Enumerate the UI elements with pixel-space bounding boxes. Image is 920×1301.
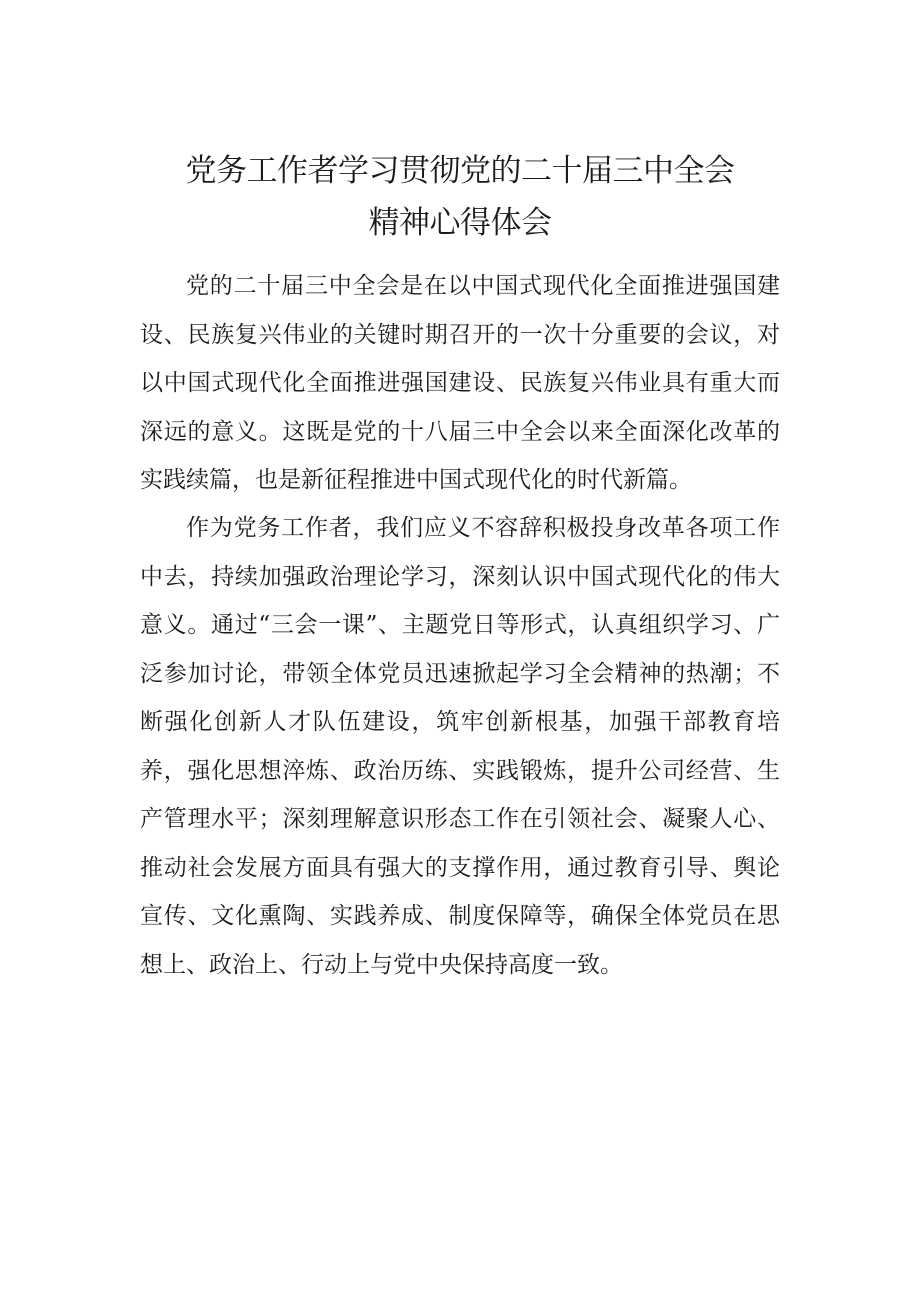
document-title-line-2: 精神心得体会 xyxy=(368,205,552,241)
document-title-line-1: 党务工作者学习贯彻党的二十届三中全会 xyxy=(185,153,735,189)
paragraph-2: 作为党务工作者，我们应义不容辞积极投身改革各项工作中去，持续加强政治理论学习，深刻认识中国式现代化的伟大意义。通过“三会一课”、主题党日等形式，认真组织学习、广泛参加讨论，带领全体党员迅速掀起学习全会精神的热潮；不断强化创新人才队伍建设，筑牢创新根基，加强干部教育培养，强化思想淬炼、政治历练、实践锻炼，提升公司经营、生产管理水平；深刻理解意识形态工作在引领社会、凝聚人心、推动社会发展方面具有强大的支撑作用，通过教育引导、舆论宣传、文化熏陶、实践养成、制度保障等，确保全体党员在思想上、政治上、行动上与党中央保持高度一致。 xyxy=(140,515,780,978)
paragraph-1: 党的二十届三中全会是在以中国式现代化全面推进强国建设、民族复兴伟业的关键时期召开的一次十分重要的会议，对以中国式现代化全面推进强国建设、民族复兴伟业具有重大而深远的意义。这既是党的十八届三中全会以来全面深化改革的实践续篇，也是新征程推进中国式现代化的时代新篇。 xyxy=(140,273,780,493)
